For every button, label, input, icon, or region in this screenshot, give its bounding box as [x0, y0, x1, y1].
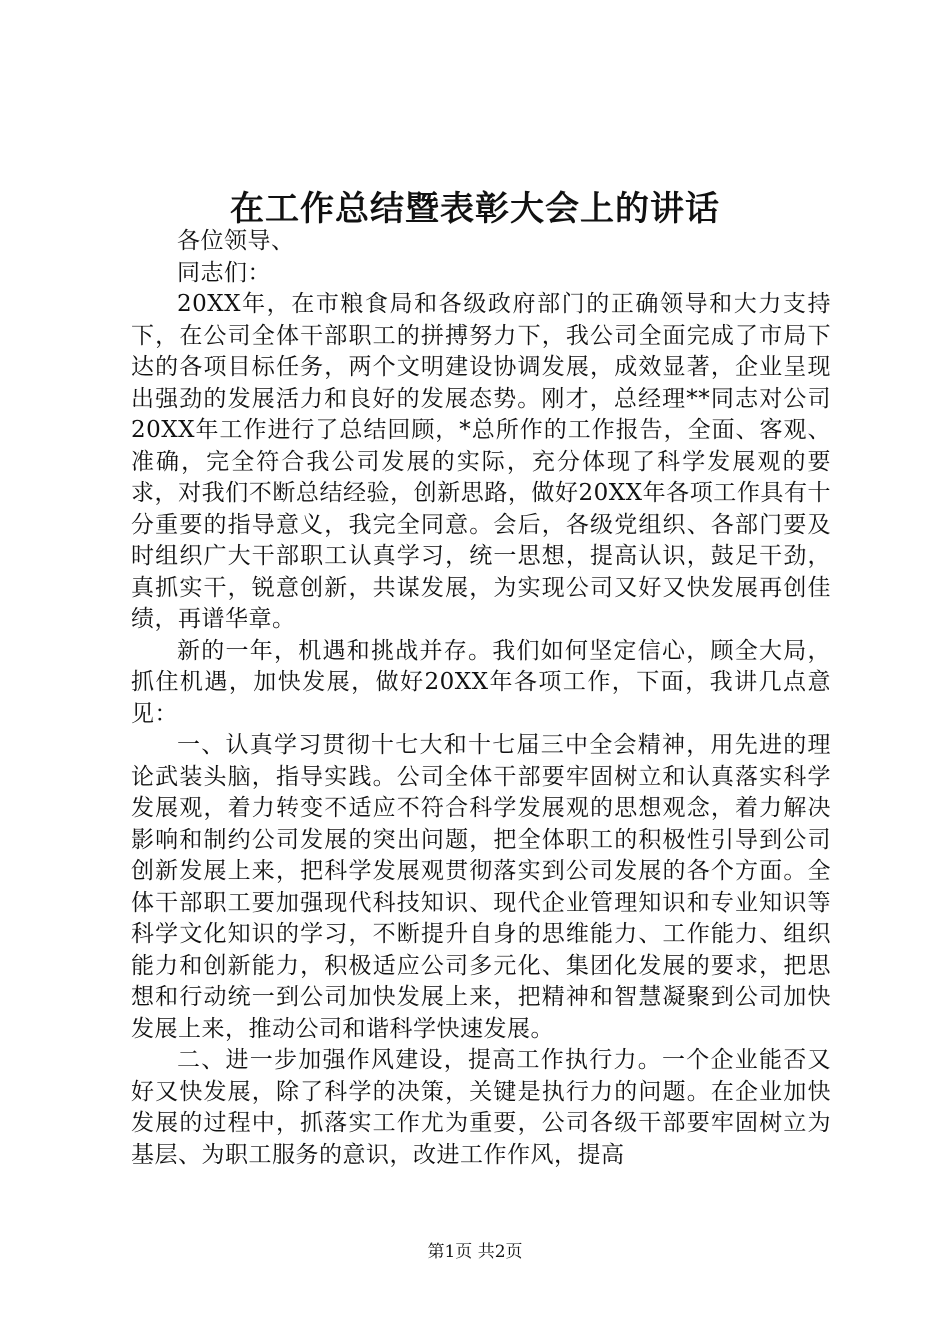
- page-footer: 第1页 共2页: [427, 1242, 523, 1262]
- salutation-comrades: 同志们：: [177, 259, 271, 286]
- paragraph: 二、进一步加强作风建设，提高工作执行力。一个企业能否又好又快发展，除了科学的决策，关键是执行力的问题。在企业加快发展的过程中，抓落实工作尤为重要，公司各级干部要牢固树立为基层、为职工服务的意识，改进工作作风，提高: [131, 1047, 831, 1168]
- paragraph: 20XX年，在市粮食局和各级政府部门的正确领导和大力支持下，在公司全体干部职工的拼搏努力下，我公司全面完成了市局下达的各项目标任务，两个文明建设协调发展，成效显著，企业呈现出强劲的发展活力和良好的发展态势。刚才，总经理**同志对公司20XX年工作进行了总结回顾，*总所作的工作报告，全面、客观、准确，完全符合我公司发展的实际，充分体现了科学发展观的要求，对我们不断总结经验，创新思路，做好20XX年各项工作具有十分重要的指导意义，我完全同意。会后，各级党组织、各部门要及时组织广大干部职工认真学习，统一思想，提高认识，鼓足干劲，真抓实干，锐意创新，共谋发展，为实现公司又好又快发展再创佳绩，再谱华章。: [131, 291, 831, 632]
- document-body: [131, 226, 831, 1171]
- document-title: 在工作总结暨表彰大会上的讲话: [230, 189, 720, 229]
- paragraph: 新的一年，机遇和挑战并存。我们如何坚定信心，顾全大局，抓住机遇，加快发展，做好20XX年各项工作，下面，我讲几点意见：: [131, 637, 831, 727]
- salutation-leaders: 各位领导、: [177, 228, 295, 254]
- paragraph: 一、认真学习贯彻十七大和十七届三中全会精神，用先进的理论武装头脑，指导实践。公司全体干部要牢固树立和认真落实科学发展观，着力转变不适应不符合科学发展观的思想观念，着力解决影响和制约公司发展的突出问题，把全体职工的积极性引导到公司创新发展上来，把科学发展观贯彻落实到公司发展的各个方面。全体干部职工要加强现代科技知识、现代企业管理知识和专业知识等科学文化知识的学习，不断提升自身的思维能力、工作能力、组织能力和创新能力，积极适应公司多元化、集团化发展的要求，把思想和行动统一到公司加快发展上来，把精神和智慧凝聚到公司加快发展上来，推动公司和谐科学快速发展。: [131, 732, 831, 1042]
